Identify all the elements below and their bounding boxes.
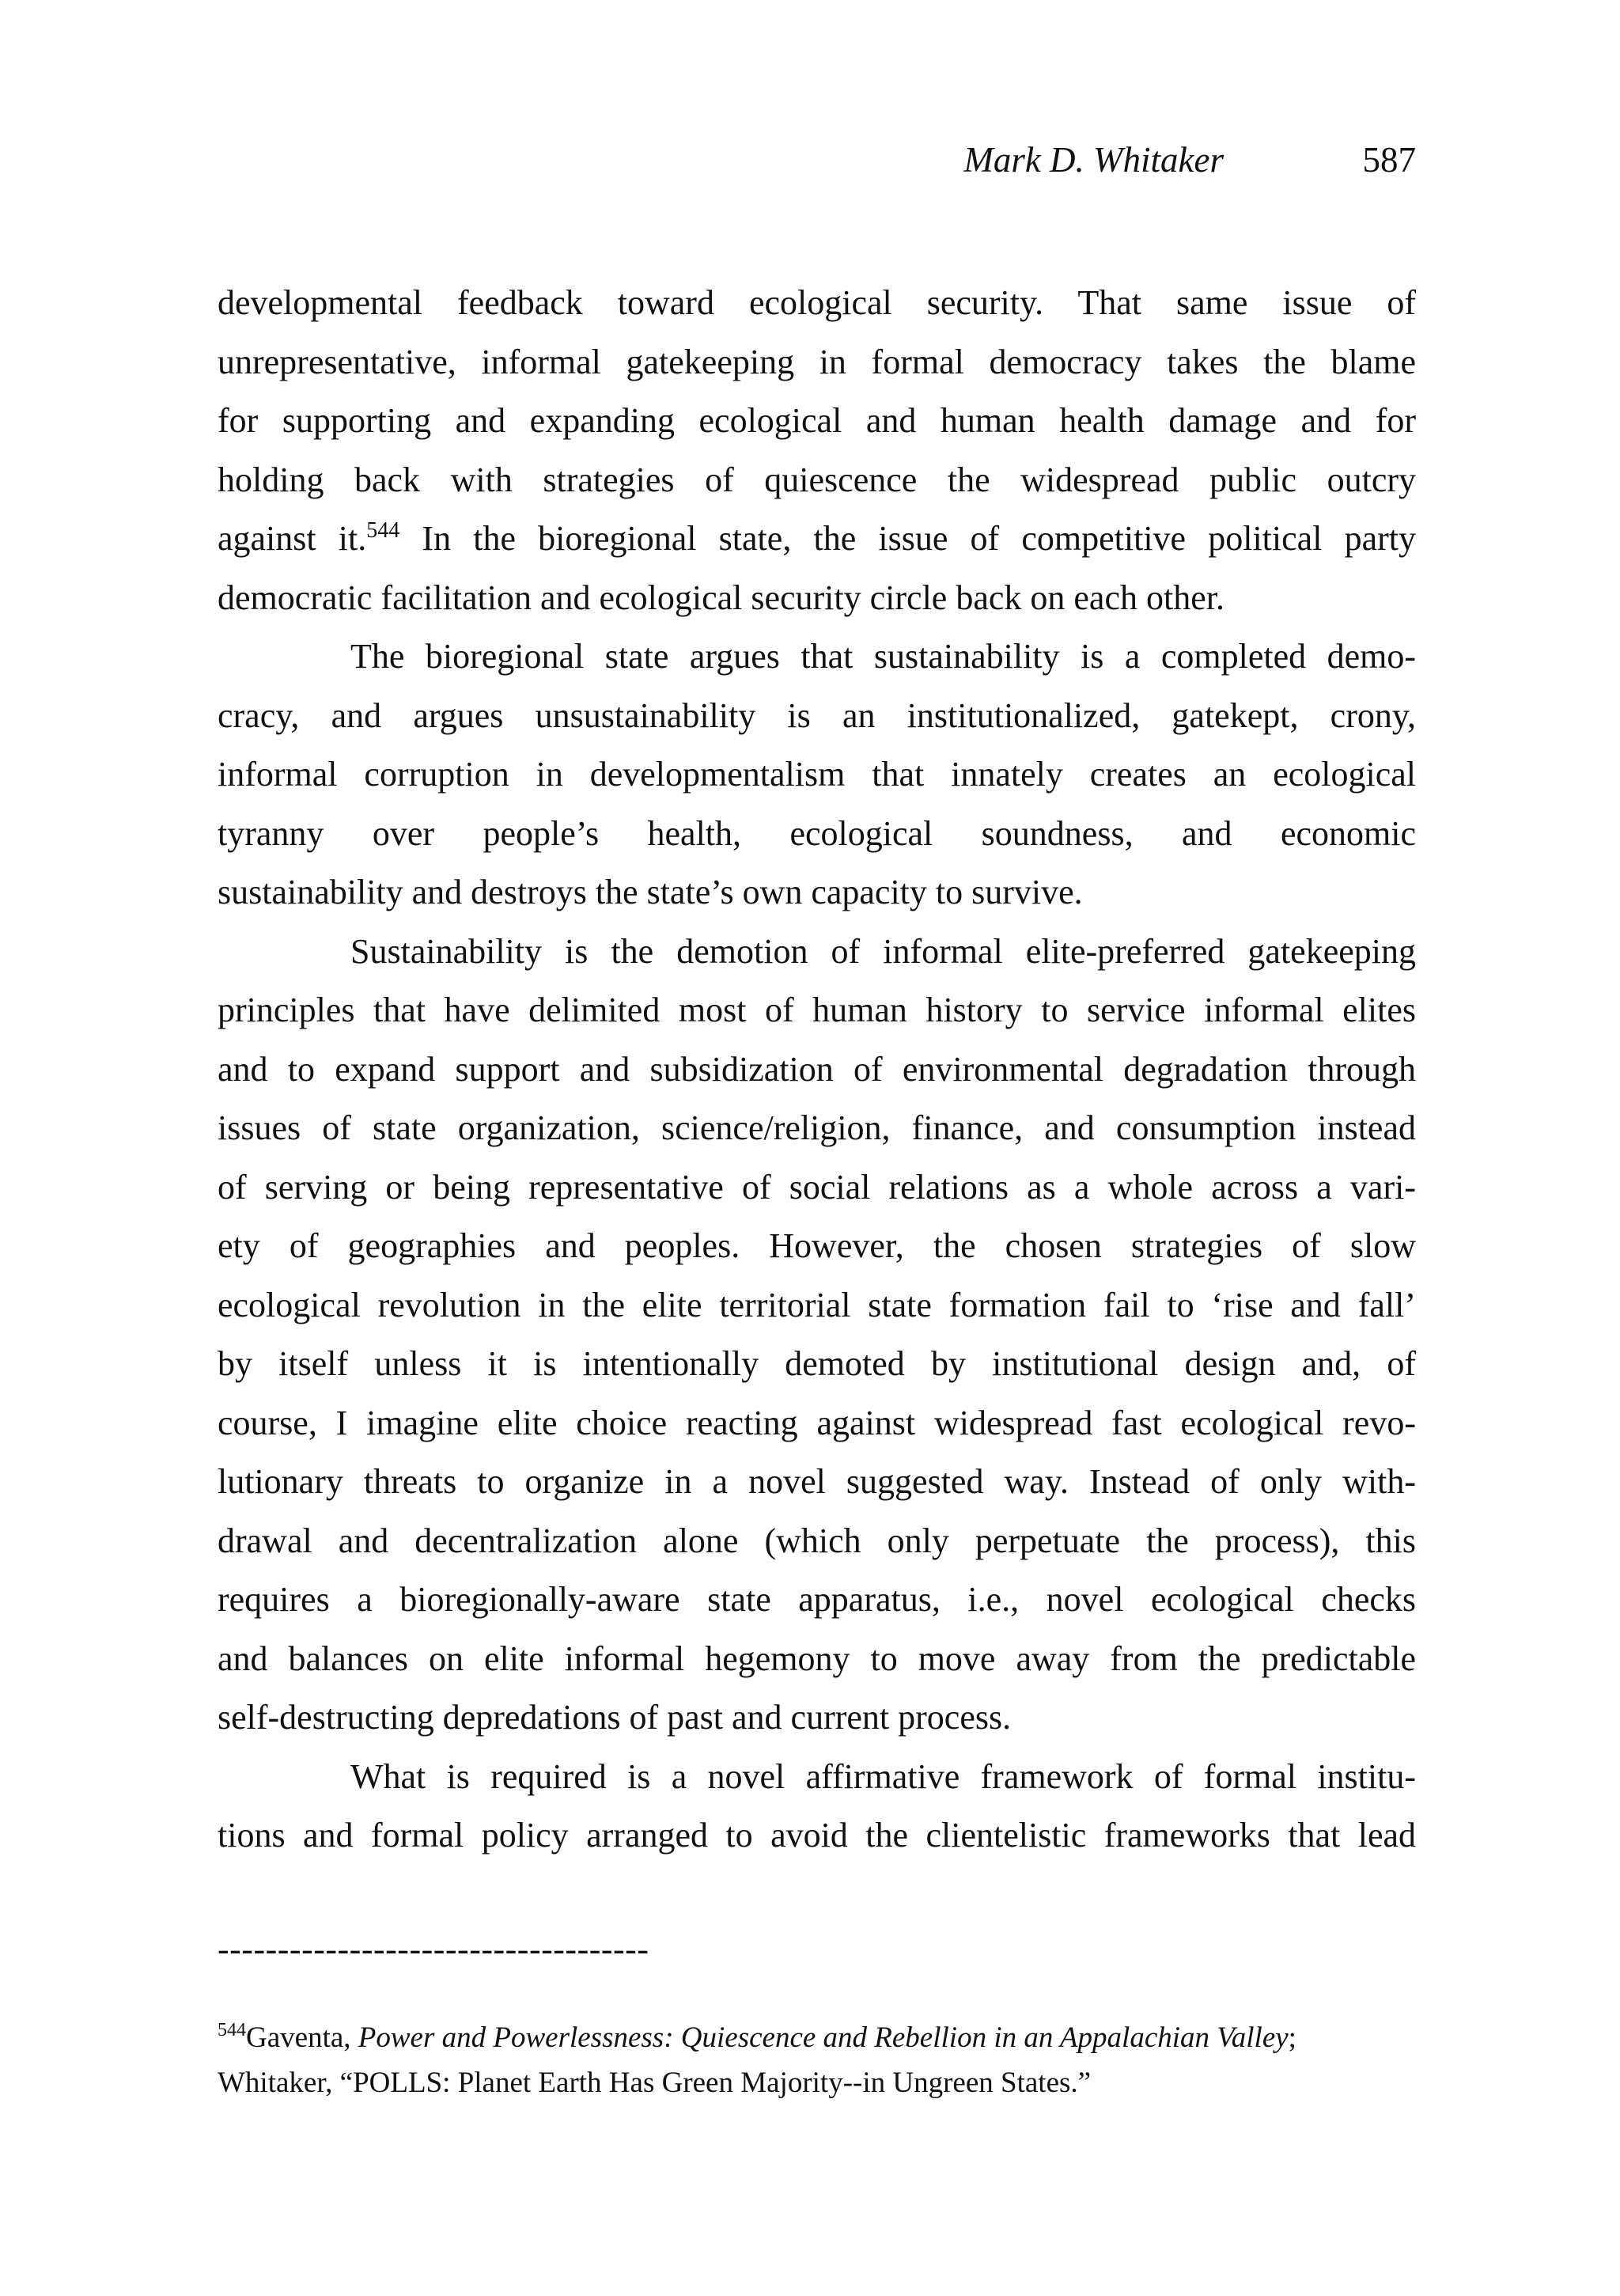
footnote-line: Whitaker, “POLLS: Planet Earth Has Green Majority--in Ungreen States.” — [218, 2067, 1092, 2099]
body-line: unrepresentative, informal gatekeeping in formal democracy takes the blame — [218, 342, 1416, 381]
footnote-line — [218, 2015, 1416, 2060]
body-line: cracy, and argues unsustainability is an institutionalized, gatekept, crony, — [218, 695, 1416, 735]
body-line: self-destructing depredations of past and current process. — [218, 1698, 1012, 1737]
body-line-text: In the bioregional state, the issue of competitive political party — [399, 519, 1416, 558]
body-line: holding back with strategies of quiescence the widespread public outcry — [218, 460, 1416, 499]
body-line: tions and formal policy arranged to avoid the clientelistic frameworks that lead — [218, 1816, 1416, 1855]
body-line: and balances on elite informal hegemony to move away from the predictable — [218, 1639, 1416, 1678]
body-line: ety of geographies and peoples. However, the chosen strategies of slow — [218, 1226, 1416, 1265]
paragraph-first-line: The bioregional state argues that sustainability is a completed demo- — [350, 637, 1416, 676]
body-line: course, I imagine elite choice reacting against widespread fast ecological revo- — [218, 1403, 1416, 1442]
body-line: developmental feedback toward ecological security. That same issue of — [218, 283, 1416, 322]
page-number: 587 — [1362, 140, 1416, 180]
body-line: and to expand support and subsidization of environmental degradation through — [218, 1049, 1416, 1089]
paragraph-first-line: What is required is a novel affirmative framework of formal institu- — [350, 1756, 1416, 1796]
footnote-reference: 544 — [366, 518, 400, 543]
body-line: informal corruption in developmentalism that innately creates an ecological — [218, 755, 1416, 794]
body-line: lutionary threats to organize in a novel suggested way. Instead of only with- — [218, 1462, 1416, 1501]
footnote-author: Gaventa, — [246, 2021, 358, 2054]
body-line: democratic facilitation and ecological security circle back on each other. — [218, 578, 1224, 617]
footnote-separator-mark: ; — [1288, 2021, 1296, 2054]
body-line: of serving or being representative of social relations as a whole across a vari- — [218, 1167, 1416, 1207]
body-line: drawal and decentralization alone (which only perpetuate the process), this — [218, 1521, 1416, 1560]
footnote-title: Power and Powerlessness: Quiescence and Rebellion in an Appalachian Valley — [358, 2021, 1289, 2054]
body-line: ecological revolution in the elite territorial state formation fail to ‘rise and fall’ — [218, 1285, 1416, 1324]
body-text — [218, 274, 1416, 1866]
running-head — [218, 136, 1416, 184]
body-line — [218, 510, 1416, 569]
body-line: sustainability and destroys the state’s own capacity to survive. — [218, 873, 1083, 911]
body-line: requires a bioregionally-aware state apparatus, i.e., novel ecological checks — [218, 1580, 1416, 1619]
footnote — [218, 2015, 1416, 2105]
body-line: by itself unless it is intentionally demoted by institutional design and, of — [218, 1344, 1416, 1383]
paragraph-first-line: Sustainability is the demotion of informal elite-preferred gatekeeping — [350, 931, 1416, 971]
footnote-separator: ------------------------------------ — [218, 1930, 649, 1968]
body-line-text: against it. — [218, 519, 367, 558]
body-line: tyranny over people’s health, ecological soundness, and economic — [218, 813, 1416, 853]
running-head-author: Mark D. Whitaker — [963, 140, 1224, 180]
footnote-marker: 544 — [218, 2020, 246, 2040]
body-line: for supporting and expanding ecological and human health damage and for — [218, 401, 1416, 440]
body-line: principles that have delimited most of human history to service informal elites — [218, 991, 1416, 1029]
body-line: issues of state organization, science/religion, finance, and consumption instead — [218, 1108, 1416, 1147]
